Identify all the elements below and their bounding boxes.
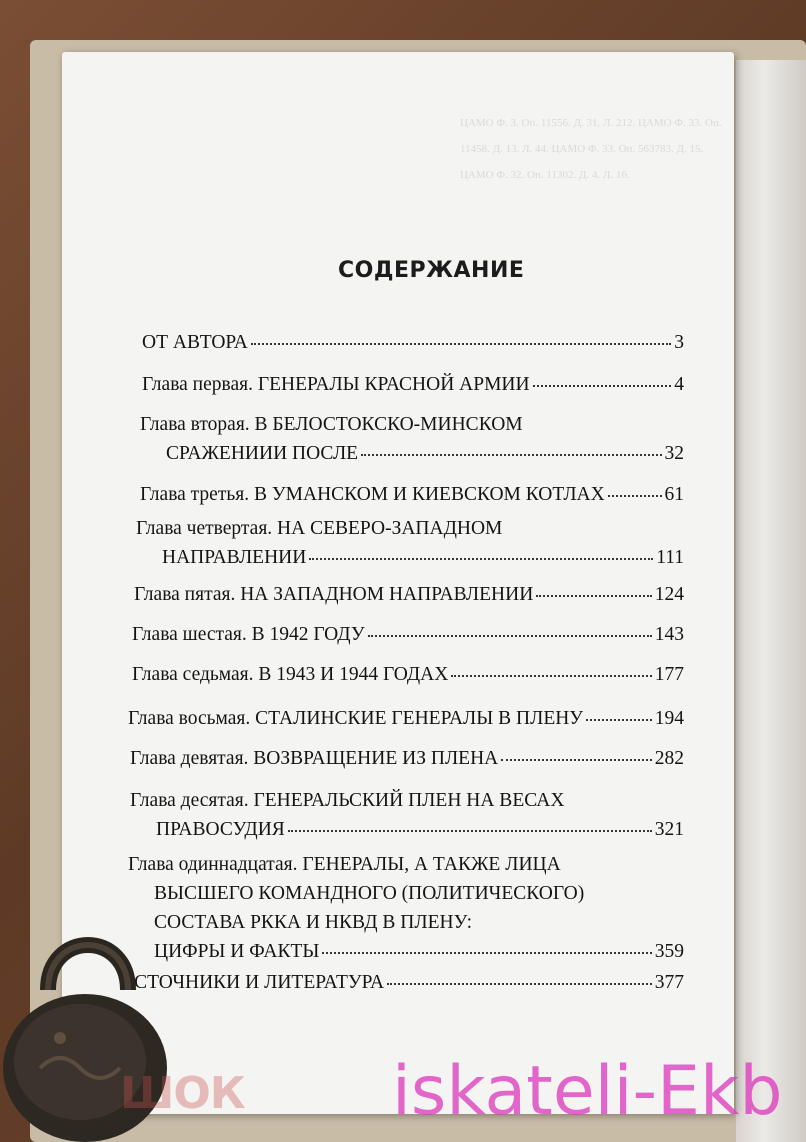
toc-entry-title-line: Глава десятая. ГЕНЕРАЛЬСКИЙ ПЛЕН НА ВЕСАХ [130, 790, 565, 811]
toc-page-number: 4 [674, 374, 684, 395]
dot-leader [387, 983, 652, 985]
toc-page-number: 111 [656, 547, 684, 568]
toc-page-number: 124 [654, 584, 684, 605]
dot-leader [309, 558, 653, 560]
toc-entry [134, 580, 684, 609]
toc-entry [132, 660, 684, 689]
toc-entry-title-line: Глава восьмая. СТАЛИНСКИЕ ГЕНЕРАЛЫ В ПЛЕНУ [128, 708, 584, 729]
toc-entry-row [120, 968, 684, 997]
toc-entry-row [132, 660, 684, 689]
toc-entry-row [140, 439, 684, 468]
toc-entry-title-line: Глава четвертая. НА СЕВЕРО-ЗАПАДНОМ [136, 518, 503, 539]
toc-entry-title-line: Глава седьмая. В 1943 И 1944 ГОДАХ [132, 664, 449, 685]
toc-entry [128, 850, 684, 966]
toc-entry-title-line: СОСТАВА РККА И НКВД В ПЛЕНУ: [154, 912, 473, 933]
dot-leader [533, 385, 672, 387]
toc-entry [142, 328, 684, 357]
toc-entry-title-line: Глава вторая. В БЕЛОСТОКСКО-МИНСКОМ [140, 414, 523, 435]
watermark-logo: ШОК [120, 1068, 245, 1119]
toc-entry-row [128, 704, 684, 733]
toc-page-number: 359 [654, 941, 684, 962]
toc-entry [140, 480, 684, 509]
toc-entry-title-line: Глава первая. ГЕНЕРАЛЫ КРАСНОЙ АРМИИ [142, 374, 530, 395]
show-through-text: ЦАМО Ф. 3. Оп. 11556. Д. 31. Л. 212. ЦАМО Ф. 33. Оп. 11458. Д. 13. Л. 44. ЦАМО Ф. 33. Оп. 563783. Д. 15. ЦАМО Ф. 32. Оп. 11302. Д. 4. Л. 16. [460, 117, 722, 181]
toc-entry [140, 410, 684, 468]
toc-entry-title-line: Глава третья. В УМАНСКОМ И КИЕВСКОМ КОТЛАХ [140, 484, 605, 505]
toc-page-number: 321 [654, 819, 684, 840]
toc-page-number: 377 [654, 972, 684, 993]
toc-entry-title-line: Глава шестая. В 1942 ГОДУ [132, 624, 365, 645]
dot-leader [501, 759, 652, 761]
toc-entry-title-line: ИСТОЧНИКИ И ЛИТЕРАТУРА [120, 972, 385, 993]
toc-entry-title-line: ПРАВОСУДИЯ [156, 819, 285, 840]
toc-entry-title-line: Глава девятая. ВОЗВРАЩЕНИЕ ИЗ ПЛЕНА [130, 748, 499, 769]
toc-entry-row [130, 815, 684, 844]
toc-entry [130, 744, 684, 773]
toc-entry-title-line: Глава пятая. НА ЗАПАДНОМ НАПРАВЛЕНИИ [134, 584, 534, 605]
toc-page-number: 194 [654, 708, 684, 729]
toc-entry [132, 620, 684, 649]
dot-leader [608, 495, 662, 497]
dot-leader [288, 830, 652, 832]
toc-entry-title-line: СРАЖЕНИИИ ПОСЛЕ [166, 443, 359, 464]
dot-leader [368, 635, 652, 637]
toc-page-number: 177 [654, 664, 684, 685]
toc-entry-row [142, 370, 684, 399]
toc-entry [120, 968, 684, 997]
dot-leader [586, 719, 652, 721]
dot-leader [361, 454, 661, 456]
toc-entry [142, 370, 684, 399]
toc-entry-row [136, 543, 684, 572]
toc-page-number: 143 [654, 624, 684, 645]
toc-page-number: 32 [664, 443, 684, 464]
dot-leader [322, 952, 651, 954]
toc-entry-title-line: ВЫСШЕГО КОМАНДНОГО (ПОЛИТИЧЕСКОГО) [154, 883, 585, 904]
dot-leader [451, 675, 651, 677]
toc-entry-row [130, 744, 684, 773]
toc-entry-row [132, 620, 684, 649]
toc-entry-row [128, 937, 684, 966]
toc-entry-title-line: ЦИФРЫ И ФАКТЫ [154, 941, 320, 962]
toc-page-number: 282 [654, 748, 684, 769]
toc-entry-row [140, 480, 684, 509]
toc-page-number: 3 [674, 332, 684, 353]
toc-entry-title-line: Глава одиннадцатая. ГЕНЕРАЛЫ, А ТАКЖЕ ЛИЦА [128, 854, 561, 875]
toc-entry-title-line: ОТ АВТОРА [142, 332, 248, 353]
toc-entry [130, 786, 684, 844]
toc-entry [136, 514, 684, 572]
toc-page-number: 61 [664, 484, 684, 505]
watermark-site: iskateli-Ekb [392, 1052, 783, 1131]
toc-entry-title-line: НАПРАВЛЕНИИ [162, 547, 307, 568]
toc-entry [128, 704, 684, 733]
page-title: СОДЕРЖАНИЕ [338, 258, 525, 283]
toc-entry-row [142, 328, 684, 357]
dot-leader [251, 343, 671, 345]
toc-entry-row [134, 580, 684, 609]
dot-leader [536, 595, 651, 597]
